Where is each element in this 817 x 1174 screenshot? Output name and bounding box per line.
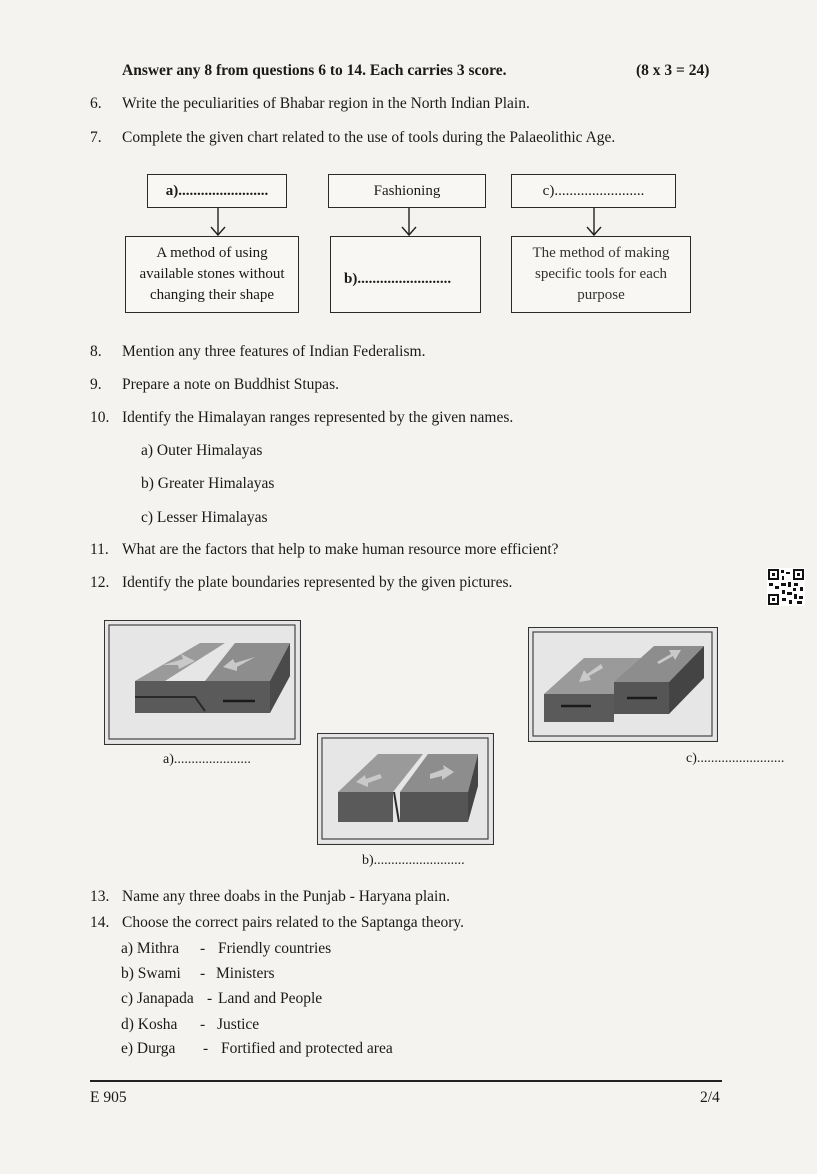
chart-bottom-b <box>330 236 481 313</box>
section-instruction: Answer any 8 from questions 6 to 14. Each carries 3 score. <box>122 62 507 79</box>
q7-text: Complete the given chart related to the use of tools during the Palaeolithic Age. <box>122 129 616 146</box>
q12-number: 12. <box>90 574 110 591</box>
q14-pair-b-term: b) Swami <box>121 965 181 982</box>
q14-pair-d-meaning: Justice <box>217 1016 260 1033</box>
chart-top-a-text: a)........................ <box>165 182 269 199</box>
chart-bottom-c-line1: The method of making <box>532 245 670 261</box>
q14-pair-b-meaning: Ministers <box>216 965 275 982</box>
plate-label-a: a)...................... <box>163 752 251 767</box>
q8-text: Mention any three features of Indian Federalism. <box>122 343 426 360</box>
convergent-boundary-illustration <box>105 621 299 743</box>
q14-text: Choose the correct pairs related to the Saptanga theory. <box>122 914 465 931</box>
q11-text: What are the factors that help to make human resource more efficient? <box>122 541 559 558</box>
q10-option-c: c) Lesser Himalayas <box>141 509 268 526</box>
chart-bottom-a <box>125 236 299 313</box>
plate-picture-b <box>317 733 494 845</box>
plate-picture-a <box>104 620 301 745</box>
q9-text: Prepare a note on Buddhist Stupas. <box>122 376 339 393</box>
chart-top-fashioning <box>328 174 486 208</box>
q13-number: 13. <box>90 888 110 905</box>
chart-arrow-a-icon <box>205 208 231 238</box>
q7-number: 7. <box>90 129 102 146</box>
plate-picture-c <box>528 627 718 742</box>
q14-pair-e-meaning: Fortified and protected area <box>221 1040 393 1057</box>
chart-bottom-c-line3: purpose <box>577 287 625 303</box>
q11-number: 11. <box>90 541 109 558</box>
q10-option-a: a) Outer Himalayas <box>141 442 263 459</box>
section-score: (8 x 3 = 24) <box>636 62 710 79</box>
chart-top-fashioning-text: Fashioning <box>373 182 441 199</box>
footer-code: E 905 <box>90 1089 127 1106</box>
chart-top-c <box>511 174 676 208</box>
chart-bottom-c-line2: specific tools for each <box>534 266 668 282</box>
qr-code-icon <box>767 568 805 606</box>
q14-pair-c-term: c) Janapada <box>121 990 194 1007</box>
q14-pair-e-dash: - <box>203 1040 209 1057</box>
chart-bottom-a-line3: changing their shape <box>149 287 275 303</box>
q9-number: 9. <box>90 376 102 393</box>
q10-number: 10. <box>90 409 110 426</box>
q14-pair-a-meaning: Friendly countries <box>218 940 332 957</box>
q6-text: Write the peculiarities of Bhabar region in the North Indian Plain. <box>122 95 530 112</box>
divergent-boundary-illustration <box>318 734 492 843</box>
q14-pair-a-dash: - <box>200 940 206 957</box>
chart-arrow-b-icon <box>396 208 422 238</box>
q10-option-b: b) Greater Himalayas <box>141 475 275 492</box>
chart-bottom-a-line2: available stones without <box>139 266 285 282</box>
q13-text: Name any three doabs in the Punjab - Haryana plain. <box>122 888 450 905</box>
chart-top-c-text: c)........................ <box>542 182 645 199</box>
plate-label-b: b).......................... <box>362 853 465 868</box>
q6-number: 6. <box>90 95 102 112</box>
q14-pair-c-meaning: Land and People <box>218 990 323 1007</box>
q14-pair-e-term: e) Durga <box>121 1040 176 1057</box>
chart-bottom-b-text: b)......................... <box>344 271 452 287</box>
q14-pair-c-dash: - <box>207 990 213 1007</box>
q14-pair-d-term: d) Kosha <box>121 1016 178 1033</box>
transform-boundary-illustration <box>529 628 716 740</box>
chart-arrow-c-icon <box>581 208 607 238</box>
footer-rule <box>90 1080 722 1082</box>
chart-bottom-a-line1: A method of using <box>156 245 268 261</box>
plate-label-c: c)......................... <box>686 751 785 766</box>
q8-number: 8. <box>90 343 102 360</box>
q14-pair-a-term: a) Mithra <box>121 940 180 957</box>
q10-text: Identify the Himalayan ranges represented by the given names. <box>122 409 514 426</box>
q14-pair-d-dash: - <box>200 1016 206 1033</box>
q14-number: 14. <box>90 914 110 931</box>
footer-page-number: 2/4 <box>700 1089 720 1106</box>
chart-top-a <box>147 174 287 208</box>
q14-pair-b-dash: - <box>200 965 206 982</box>
chart-bottom-c <box>511 236 691 313</box>
q12-text: Identify the plate boundaries represented by the given pictures. <box>122 574 513 591</box>
